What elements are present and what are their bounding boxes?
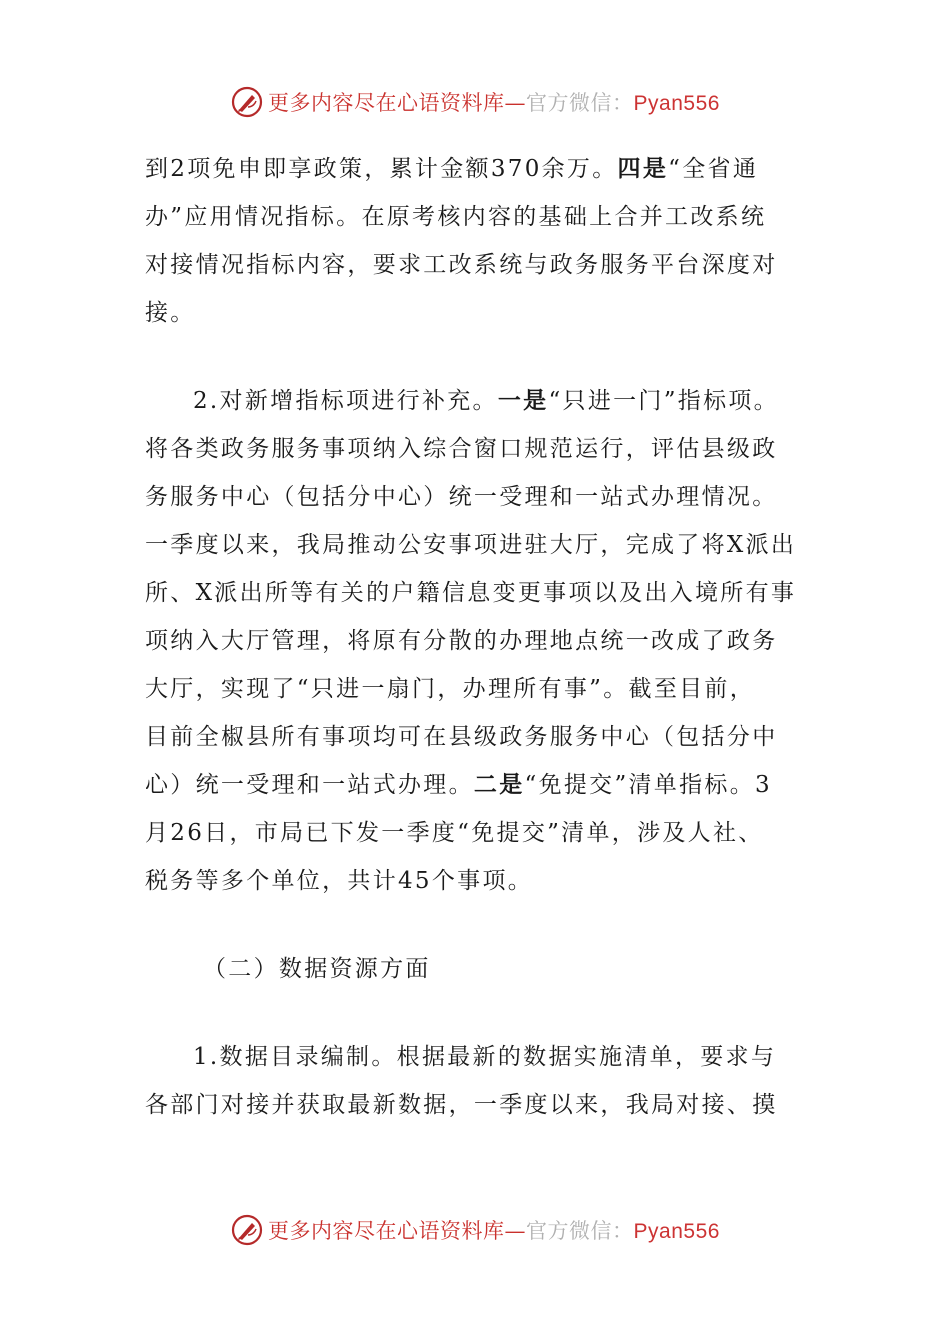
banner-wechat-id: Pyan556 [633,1220,720,1243]
paragraph-line [145,145,815,193]
banner-text [268,87,720,117]
text-run: 心）统一受理和一站式办理。 [145,772,474,798]
paragraph-line: 接。 [145,300,196,326]
paragraph-line: 将各类政务服务事项纳入综合窗口规范运行，评估县级政 [145,436,778,462]
paragraph-line: 月26日，市局已下发一季度“免提交”清单，涉及人社、 [145,820,764,846]
paragraph-line: 税务等多个单位，共计45个事项。 [145,868,534,894]
paragraph-line: 对接情况指标内容，要求工改系统与政务服务平台深度对 [145,252,778,278]
paragraph-line: 所、X派出所等有关的户籍信息变更事项以及出入境所有事 [145,580,797,606]
text-run: “免提交”清单指标。3 [524,772,772,798]
paragraph-line: 各部门对接并获取最新数据，一季度以来，我局对接、摸 [145,1092,778,1118]
banner-text [268,1215,720,1245]
pen-logo-icon [230,1213,264,1247]
banner-wechat-label: 官方微信： [526,1219,634,1243]
text-run: “只进一门”指标项。 [548,388,779,414]
bold-run: 四是 [617,155,669,182]
paragraph-line: 务服务中心（包括分中心）统一受理和一站式办理情况。 [145,484,778,510]
header-banner [0,82,950,122]
banner-dash: — [504,1219,527,1243]
banner-wechat-label: 官方微信： [526,91,634,115]
bold-run: 一是 [497,387,549,414]
bold-run: 二是 [473,771,525,798]
paragraph-line [145,761,815,809]
paragraph-line: 一季度以来，我局推动公安事项进驻大厅，完成了将X派出 [145,532,797,558]
paragraph-line: 办”应用情况指标。在原考核内容的基础上合并工改系统 [145,204,767,230]
paragraph-line: 大厅，实现了“只进一扇门，办理所有事”。截至目前， [145,676,756,702]
paragraph-line [145,377,815,425]
pen-logo-icon [230,85,264,119]
document-body [145,145,815,1129]
section-heading: （二）数据资源方面 [203,956,431,982]
banner-site-name: 更多内容尽在心语资料库 [268,1219,505,1243]
footer-banner [0,1210,950,1250]
banner-dash: — [504,91,527,115]
banner-site-name: 更多内容尽在心语资料库 [268,91,505,115]
paragraph-line: 1.数据目录编制。根据最新的数据实施清单，要求与 [193,1044,777,1070]
paragraph-line: 目前全椒县所有事项均可在县级政务服务中心（包括分中 [145,724,778,750]
text-run: 2.对新增指标项进行补充。 [193,388,498,414]
paragraph-line: 项纳入大厅管理，将原有分散的办理地点统一改成了政务 [145,628,778,654]
banner-wechat-id: Pyan556 [633,92,720,115]
text-run: 到2项免申即享政策，累计金额370余万。 [145,156,618,182]
text-run: “全省通 [668,156,759,182]
